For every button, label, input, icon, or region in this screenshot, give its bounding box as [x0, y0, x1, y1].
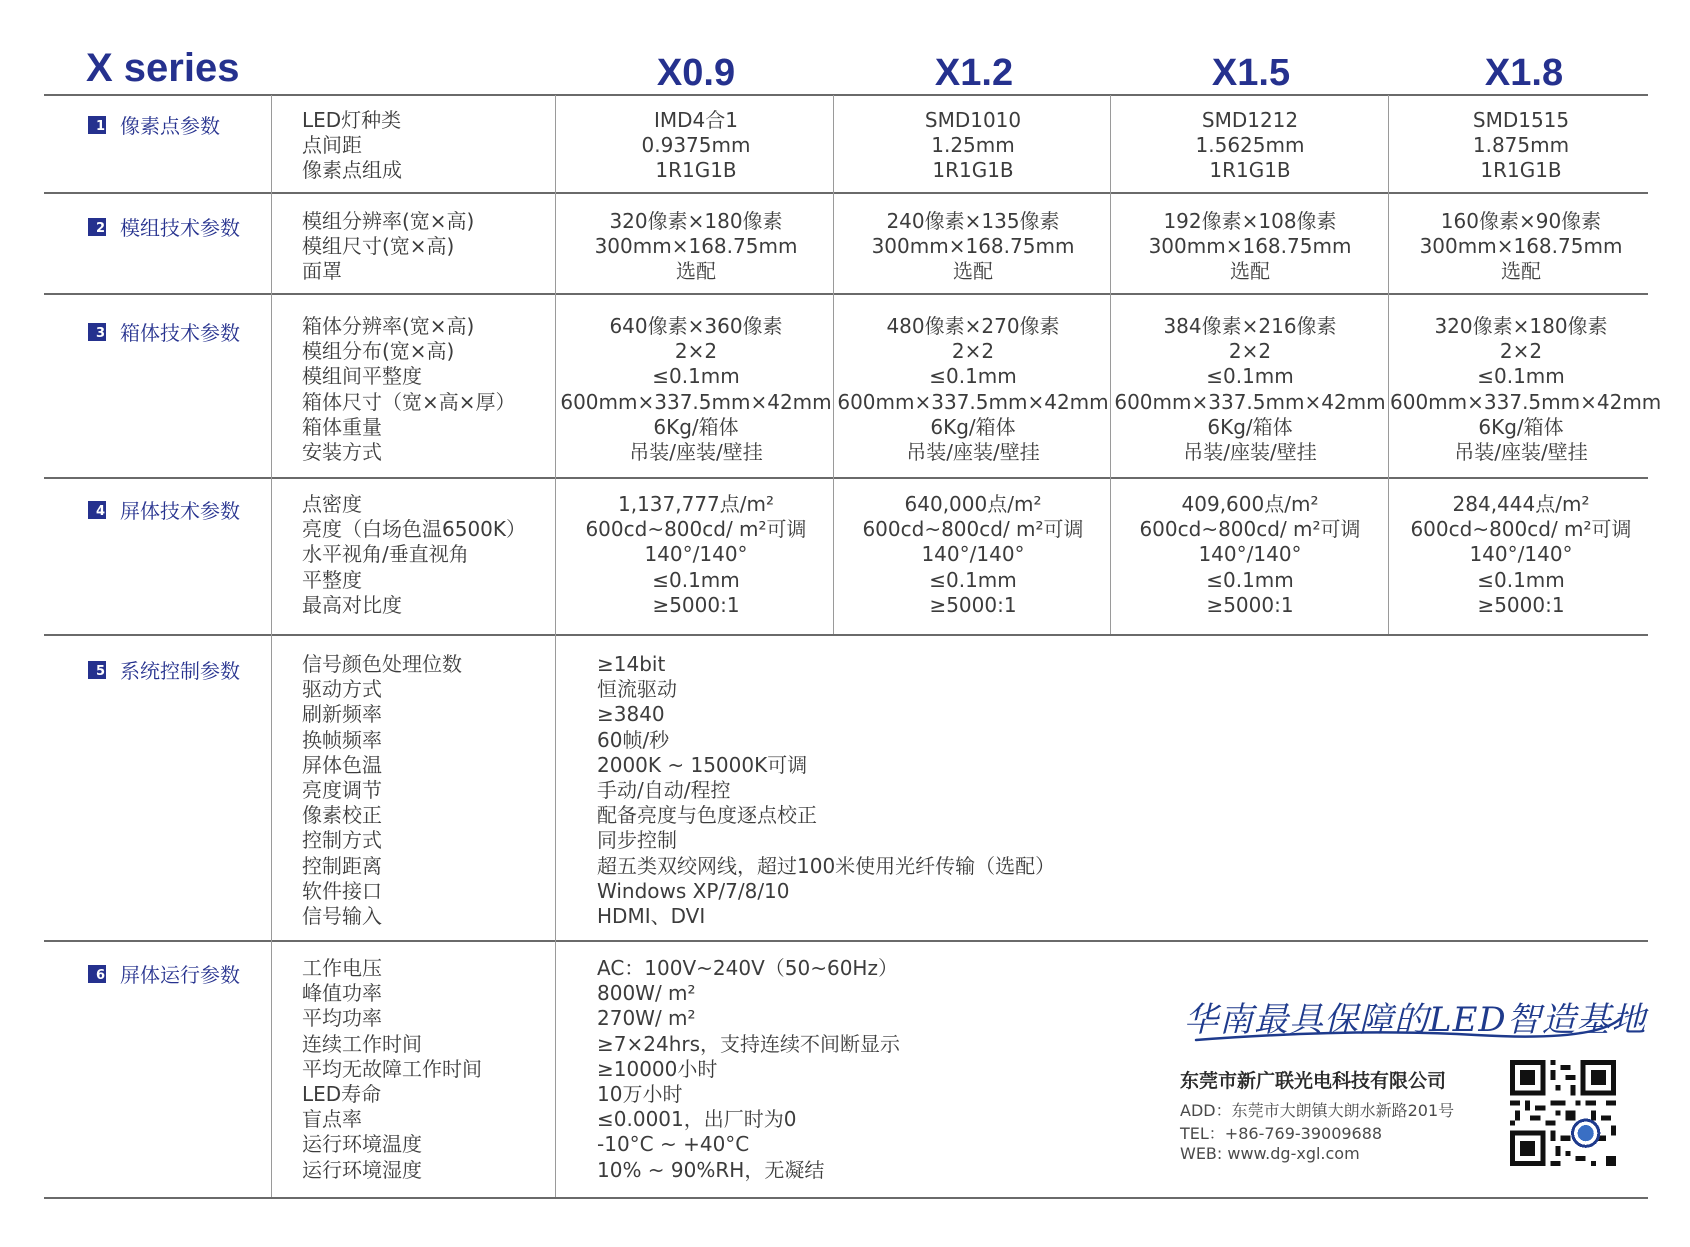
value-cell: 1R1G1B	[655, 158, 737, 183]
param-label: 控制方式	[302, 828, 382, 853]
value-cell: ≥5000:1	[1477, 592, 1565, 617]
param-label: 点密度	[302, 492, 362, 516]
company-name: 东莞市新广联光电科技有限公司	[1180, 1070, 1447, 1092]
value-cell: ≤0.1mm	[652, 364, 740, 389]
param-label: 平均无故障工作时间	[302, 1056, 482, 1081]
series-title: X series	[86, 46, 240, 90]
param-label: LED寿命	[302, 1082, 382, 1107]
value-cell: 6Kg/箱体	[653, 414, 739, 439]
value-cell: 吊装/座装/壁挂	[1183, 440, 1317, 465]
section-5-values	[597, 652, 1055, 929]
param-label: 峰值功率	[302, 981, 382, 1006]
section-2-values-x12	[835, 209, 1111, 285]
section-number-badge: 6	[88, 965, 106, 983]
section-3-title	[88, 317, 240, 346]
param-label: 换帧频率	[302, 727, 382, 752]
param-label: 水平视角/垂直视角	[302, 542, 469, 567]
value-cell: 2×2	[1228, 339, 1272, 364]
value-cell: 600cd~800cd/ m²可调	[1139, 517, 1361, 542]
value-cell: 300mm×168.75mm	[594, 234, 798, 259]
header-rule	[44, 94, 1648, 96]
value-cell: ≤0.1mm	[1477, 567, 1565, 592]
value-cell: 480像素×270像素	[886, 314, 1060, 338]
value-cell: ≤0.1mm	[1477, 364, 1565, 389]
param-label: 亮度调节	[302, 778, 382, 803]
slogan-text: 华南最具保障的LED智造基地	[1184, 1000, 1647, 1040]
value-cell: ≥7×24hrs，支持连续不间断显示	[597, 1031, 901, 1056]
value-cell: AC：100V~240V（50~60Hz）	[597, 956, 898, 980]
value-cell: IMD4合1	[653, 108, 738, 132]
param-label: 模组尺寸(宽×高)	[302, 234, 455, 259]
param-label: 控制距离	[302, 853, 382, 878]
section-3-values-x15	[1112, 314, 1388, 465]
value-cell: ≥5000:1	[652, 592, 740, 617]
value-cell: 2000K ~ 15000K可调	[597, 752, 808, 777]
value-cell: 同步控制	[597, 828, 677, 853]
value-cell: 选配	[1230, 259, 1270, 284]
value-cell: 1R1G1B	[1209, 158, 1291, 183]
param-label: 面罩	[302, 259, 342, 284]
param-label: 软件接口	[302, 878, 382, 903]
value-cell: ≥5000:1	[1206, 592, 1294, 617]
value-cell: 600mm×337.5mm×42mm	[837, 389, 1109, 414]
param-label: 最高对比度	[302, 592, 402, 617]
section-4-title	[88, 495, 240, 524]
section-1-values-x15	[1112, 108, 1388, 184]
value-cell: 1,137,777点/m²	[617, 492, 775, 516]
param-label: 像素校正	[302, 803, 382, 828]
param-label: 工作电压	[302, 956, 382, 980]
section-3-values-x09	[557, 314, 835, 465]
section-1-params	[302, 108, 402, 184]
param-label: 刷新频率	[302, 702, 382, 727]
value-cell: 1R1G1B	[932, 158, 1014, 183]
param-label: 箱体尺寸（宽×高×厚）	[302, 389, 516, 414]
param-label: 像素点组成	[302, 158, 402, 183]
section-number-badge: 2	[88, 218, 106, 236]
table-bottom-rule	[44, 1197, 1648, 1199]
value-cell: 超五类双绞网线，超过100米使用光纤传输（选配）	[597, 853, 1056, 878]
value-cell: 吊装/座装/壁挂	[1454, 440, 1588, 465]
value-cell: 384像素×216像素	[1163, 314, 1337, 338]
value-cell: 640,000点/m²	[904, 492, 1042, 516]
param-label: 运行环境湿度	[302, 1157, 422, 1182]
section-number-badge: 3	[88, 323, 106, 341]
param-label: 模组分辨率(宽×高)	[302, 209, 475, 233]
value-cell: 270W/ m²	[597, 1006, 696, 1031]
param-label: 连续工作时间	[302, 1031, 422, 1056]
value-cell: 409,600点/m²	[1181, 492, 1319, 516]
model-header-x15: X1.5	[1211, 52, 1291, 94]
param-label: 盲点率	[302, 1107, 362, 1132]
param-label: 平整度	[302, 567, 362, 592]
section-title-label: 系统控制参数	[120, 659, 240, 683]
value-cell: 0.9375mm	[641, 133, 751, 158]
section-number-badge: 5	[88, 661, 106, 679]
section-1-values-x09	[557, 108, 835, 184]
section-1-title	[88, 110, 220, 139]
value-cell: 6Kg/箱体	[930, 414, 1016, 439]
value-cell: ≤0.1mm	[929, 364, 1017, 389]
qr-code-icon	[1510, 1060, 1616, 1166]
model-header-x09: X0.9	[656, 52, 736, 94]
section-5-params	[302, 652, 462, 929]
section-number-badge: 1	[88, 116, 106, 134]
value-cell: 240像素×135像素	[886, 209, 1060, 233]
section-4-params	[302, 492, 526, 618]
value-cell: 600cd~800cd/ m²可调	[1410, 517, 1632, 542]
section-3-values-x12	[835, 314, 1111, 465]
model-header-x18: X1.8	[1484, 52, 1564, 94]
value-cell: Windows XP/7/8/10	[597, 878, 790, 903]
value-cell: ≤0.1mm	[929, 567, 1017, 592]
value-cell: 10% ~ 90%RH，无凝结	[597, 1157, 825, 1182]
section-5-title	[88, 655, 240, 684]
value-cell: 6Kg/箱体	[1478, 414, 1564, 439]
value-cell: 吊装/座装/壁挂	[629, 440, 763, 465]
value-cell: 140°/140°	[1198, 542, 1302, 567]
column-divider	[1388, 95, 1389, 634]
section-divider	[44, 634, 1648, 636]
value-cell: 10万小时	[597, 1082, 683, 1107]
param-label: 模组分布(宽×高)	[302, 339, 455, 364]
param-label: 信号颜色处理位数	[302, 652, 462, 676]
section-2-params	[302, 209, 474, 285]
param-label: 模组间平整度	[302, 364, 422, 389]
section-divider	[44, 192, 1648, 194]
value-cell: 600cd~800cd/ m²可调	[585, 517, 807, 542]
param-label: 信号输入	[302, 904, 382, 929]
value-cell: ≥14bit	[597, 652, 666, 676]
value-cell: 1.25mm	[931, 133, 1015, 158]
section-4-values-x18	[1390, 492, 1652, 618]
value-cell: 300mm×168.75mm	[871, 234, 1075, 259]
section-divider	[44, 477, 1648, 479]
section-1-values-x12	[835, 108, 1111, 184]
column-divider	[271, 95, 272, 1197]
section-title-label: 屏体技术参数	[120, 499, 240, 523]
value-cell: 配备亮度与色度逐点校正	[597, 803, 817, 828]
section-number-badge: 4	[88, 501, 106, 519]
section-6-values	[597, 956, 900, 1183]
model-header-x12: X1.2	[934, 52, 1014, 94]
section-6-params	[302, 956, 482, 1183]
section-divider	[44, 940, 1648, 942]
value-cell: ≥3840	[597, 702, 665, 727]
value-cell: ≤0.0001，出厂时为0	[597, 1107, 797, 1132]
company-website: WEB: www.dg-xgl.com	[1180, 1144, 1360, 1163]
value-cell: 320像素×180像素	[1434, 314, 1608, 338]
value-cell: 6Kg/箱体	[1207, 414, 1293, 439]
value-cell: 300mm×168.75mm	[1419, 234, 1623, 259]
value-cell: SMD1010	[924, 108, 1022, 132]
value-cell: 1.875mm	[1472, 133, 1570, 158]
value-cell: 320像素×180像素	[609, 209, 783, 233]
slogan	[1176, 988, 1647, 1048]
param-label: LED灯种类	[302, 108, 402, 132]
value-cell: HDMI、DVI	[597, 904, 706, 929]
value-cell: ≤0.1mm	[1206, 364, 1294, 389]
value-cell: 600mm×337.5mm×42mm	[560, 389, 832, 414]
param-label: 箱体分辨率(宽×高)	[302, 314, 475, 338]
value-cell: SMD1212	[1201, 108, 1299, 132]
column-divider	[555, 95, 556, 1197]
value-cell: 600mm×337.5mm×42mm	[1390, 389, 1662, 414]
value-cell: 160像素×90像素	[1440, 209, 1602, 233]
section-4-values-x12	[835, 492, 1111, 618]
company-phone: TEL：+86-769-39009688	[1180, 1124, 1383, 1143]
value-cell: 284,444点/m²	[1452, 492, 1590, 516]
param-label: 安装方式	[302, 440, 382, 465]
value-cell: 60帧/秒	[597, 727, 670, 752]
company-address: ADD：东莞市大朗镇大朗水新路201号	[1180, 1101, 1455, 1120]
value-cell: 选配	[676, 259, 716, 284]
section-4-values-x09	[557, 492, 835, 618]
param-label: 点间距	[302, 133, 362, 158]
param-label: 箱体重量	[302, 414, 382, 439]
value-cell: 640像素×360像素	[609, 314, 783, 338]
section-2-values-x09	[557, 209, 835, 285]
section-title-label: 屏体运行参数	[120, 963, 240, 987]
param-label: 亮度（白场色温6500K）	[302, 517, 527, 542]
param-label: 屏体色温	[302, 752, 382, 777]
value-cell: 1R1G1B	[1480, 158, 1562, 183]
section-4-values-x15	[1112, 492, 1388, 618]
value-cell: 1.5625mm	[1195, 133, 1305, 158]
section-3-values-x18	[1390, 314, 1662, 465]
value-cell: 选配	[953, 259, 993, 284]
value-cell: 192像素×108像素	[1163, 209, 1337, 233]
value-cell: 800W/ m²	[597, 981, 696, 1006]
value-cell: 2×2	[674, 339, 718, 364]
value-cell: 2×2	[951, 339, 995, 364]
value-cell: ≥10000小时	[597, 1056, 718, 1081]
value-cell: 600mm×337.5mm×42mm	[1114, 389, 1386, 414]
section-title-label: 像素点参数	[120, 114, 220, 138]
value-cell: 600cd~800cd/ m²可调	[862, 517, 1084, 542]
section-title-label: 箱体技术参数	[120, 321, 240, 345]
value-cell: -10°C ~ +40°C	[597, 1132, 750, 1157]
value-cell: 2×2	[1499, 339, 1543, 364]
value-cell: 140°/140°	[644, 542, 748, 567]
param-label: 平均功率	[302, 1006, 382, 1031]
section-6-title	[88, 959, 240, 988]
value-cell: ≤0.1mm	[652, 567, 740, 592]
value-cell: 300mm×168.75mm	[1148, 234, 1352, 259]
section-1-values-x18	[1390, 108, 1652, 184]
section-title-label: 模组技术参数	[120, 216, 240, 240]
section-2-title	[88, 212, 240, 241]
param-label: 运行环境温度	[302, 1132, 422, 1157]
section-3-params	[302, 314, 516, 465]
value-cell: 吊装/座装/壁挂	[906, 440, 1040, 465]
value-cell: 恒流驱动	[597, 677, 677, 702]
param-label: 驱动方式	[302, 677, 382, 702]
value-cell: 140°/140°	[1469, 542, 1573, 567]
section-2-values-x15	[1112, 209, 1388, 285]
value-cell: 140°/140°	[921, 542, 1025, 567]
section-divider	[44, 293, 1648, 295]
section-2-values-x18	[1390, 209, 1652, 285]
value-cell: ≥5000:1	[929, 592, 1017, 617]
value-cell: 手动/自动/程控	[597, 778, 731, 803]
value-cell: 选配	[1501, 259, 1541, 284]
value-cell: ≤0.1mm	[1206, 567, 1294, 592]
value-cell: SMD1515	[1472, 108, 1570, 132]
